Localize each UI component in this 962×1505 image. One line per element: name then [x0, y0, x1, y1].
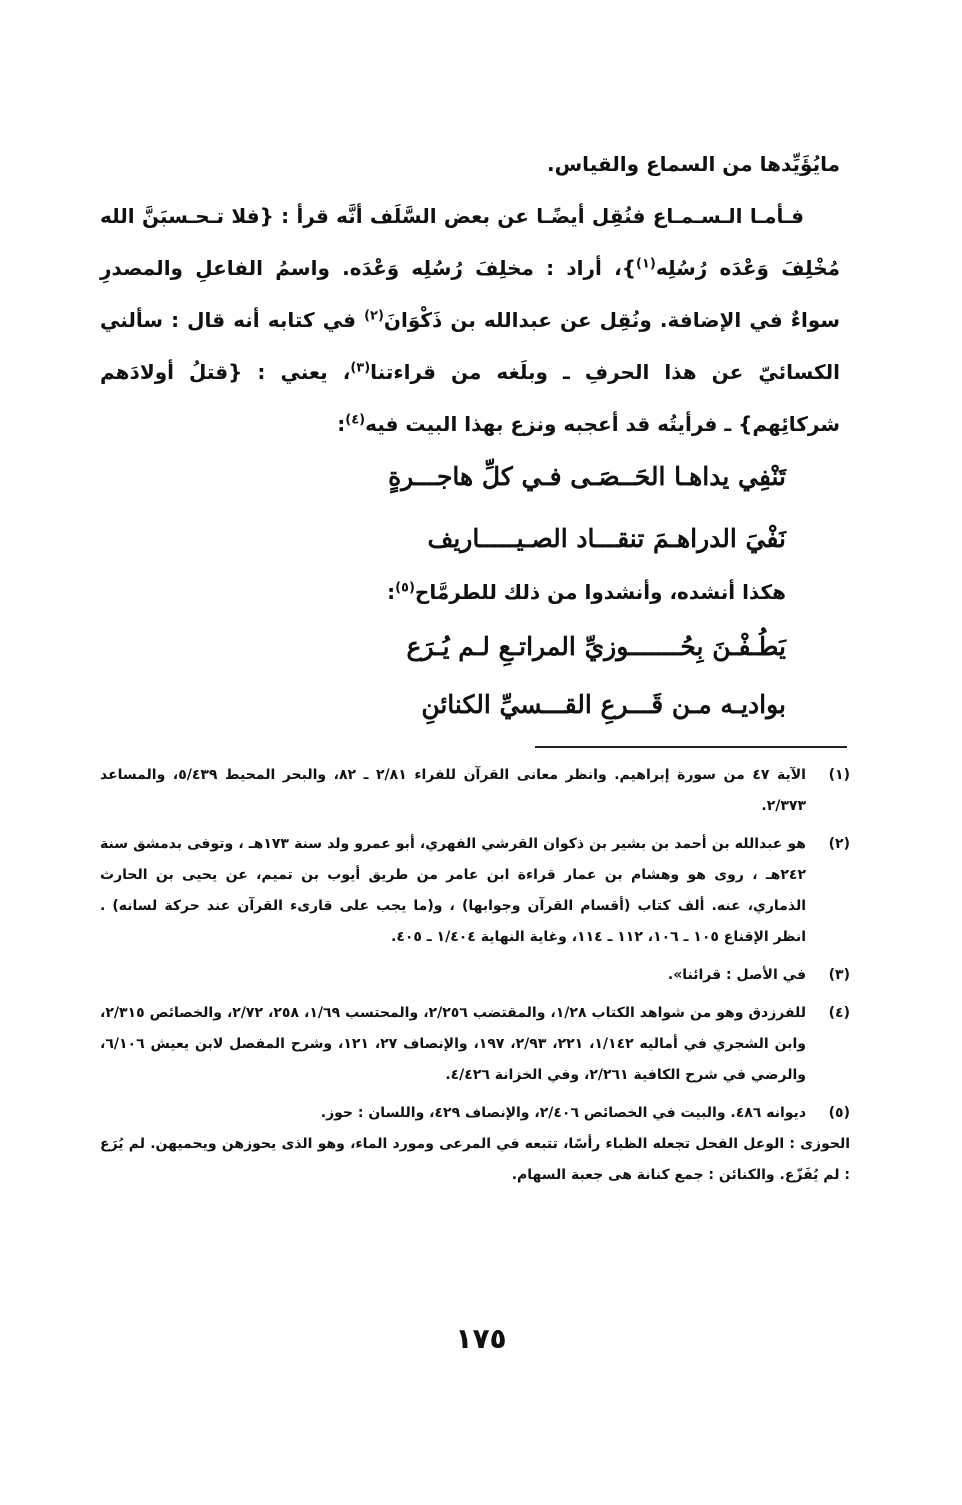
- footnotes: [100, 760, 850, 1191]
- footnote-2: [100, 829, 850, 953]
- footnote-3: [100, 960, 850, 991]
- footnote-ref[interactable]: (٣): [350, 360, 371, 376]
- footnote-text: في الأصل : قرائنا».: [667, 967, 806, 983]
- footnote-1: [100, 760, 850, 822]
- prose-text-segment: :: [337, 412, 346, 436]
- verse-intro-colon: :: [387, 580, 396, 604]
- prose-text-segment: في الإضافة. ونُقِل عن عبدالله بن ذَكْوَانَ: [383, 308, 783, 332]
- footnote-4: [100, 998, 850, 1091]
- verse-intro-text: هكذا أنشده، وأنشدوا من ذلك للطرمَّاح: [414, 580, 786, 604]
- footnote-number: (٤): [828, 1005, 850, 1021]
- footnote-5-continuation: الحوزى : الوعل الفحل تجعله الظباء رأسًا، تتبعه في المرعى ومورد الماء، وهو الذى يحوزهن ويحميهن. لم يُرَع : لم يُفَزّع. والكنائن : جمع كنانة هى جعبة السهام.: [100, 1136, 850, 1183]
- verse-2-hemistich-2: بواديـه مـن قَـــرعِ القـــسيِّ الكنائنِ: [421, 690, 786, 719]
- footnote-ref[interactable]: (١): [635, 256, 656, 272]
- verse-1-hemistich-2: نَفْيَ الدراهـمَ تنقـــاد الصـيـــــاريف: [427, 524, 786, 553]
- footnote-number: (١): [828, 767, 850, 783]
- footnote-text: هو عبدالله بن أحمد بن بشير بن ذكوان القرشي الفهري، أبو عمرو ولد سنة ١٧٣هـ ، وتوفى بدمشق سنة ٢٤٢هـ ، روى هو وهشام بن عمار قراءة ابن عامر من طريق أيوب بن تميم، عن يحيى بن الحارث الذماري، عنه. ألف كتاب (أقسام القرآن وجوابها) ، و(ما يجب على قارىء القرآن عند حركة لسانه) . انظر الإقناع ١٠٥ ـ ١٠٦، ١١٢ ـ ١١٤، وغاية النهاية ١/٤٠٤ ـ ٤٠٥.: [100, 836, 806, 945]
- prose-text-segment: مُخْلِفَ وَعْدَه رُسُلِه: [655, 256, 841, 280]
- prose-text-segment: ، يعني : {قتلُ أولادَهم شركائِهم} ـ فرأيتُه: [100, 360, 840, 436]
- prose-line-1: [100, 138, 840, 190]
- verse-intro-line: [387, 580, 786, 604]
- prose-text-segment: }، أراد : مخلِفَ رُسُلِه وَعْدَه. واسمُ الفاعلِ والمصدرِ سواءٌ: [100, 256, 841, 332]
- page-number: ١٧٥: [455, 1322, 507, 1355]
- footnote-ref[interactable]: (٢): [364, 308, 384, 324]
- footnote-separator: [535, 746, 847, 748]
- prose-text-segment: عن هذا الحرفِ ـ وبلَغه من قراءتنا: [370, 360, 744, 384]
- verse-2-hemistich-1: يَطُـفْـنَ بِحُـــــــوزيِّ المراتـعِ لـم يُـرَع: [406, 632, 786, 661]
- footnote-number: (٣): [828, 967, 850, 983]
- prose-paragraph-2: [100, 190, 840, 450]
- footnote-text: للفرزدق وهو من شواهد الكتاب ١/٢٨، والمقتضب ٢/٢٥٦، والمحتسب ١/٦٩، ٢٥٨، ٢/٧٢، والخصائص ٢/٣١٥، وابن الشجري في أماليه ١/١٤٢، ٢٢١، ٢/٩٣، ١٩٧، والإنصاف ٢٧، ١٢١، وشرح المفصل لابن يعيش ٦/١٠٦، والرضي في شرح الكافية ٢/٢٦١، وفي الخزانة ٤/٤٢٦.: [100, 1005, 807, 1083]
- footnote-5: [100, 1098, 850, 1129]
- footnote-ref[interactable]: (٤): [345, 412, 366, 428]
- prose-text-segment: فـأمـا الـسـمـاع فنُقِل أيضًـا عن بعض السَّلَف أنَّه قرأ : {فلا تـحـسبَنَّ الله: [100, 204, 804, 228]
- footnote-text: الآية ٤٧ من سورة إبراهيم. وانظر معانى القرآن للفراء ٢/٨١ ـ ٨٢، والبحر المحيط ٥/٤٣٩، والمساعد ٢/٣٧٣.: [100, 767, 806, 814]
- footnote-number: (٢): [828, 836, 850, 852]
- footnote-text: ديوانه ٤٨٦. والبيت في الخصائص ٢/٤٠٦، والإنصاف ٤٢٩، واللسان : حوز.: [320, 1105, 806, 1121]
- prose-text-segment: قد أعجبه ونزع بهذا البيت فيه: [365, 412, 651, 436]
- footnote-ref[interactable]: (٥): [395, 580, 415, 596]
- prose-text-segment: في كتابه أنه قال : سألني الكسائيّ: [100, 308, 840, 384]
- verse-1-hemistich-1: تَنْفِي يداهـا الحَــصَـى فـي كلِّ هاجـــرةٍ: [388, 462, 786, 491]
- main-prose: [100, 138, 840, 450]
- footnote-number: (٥): [828, 1105, 850, 1121]
- prose-line-1-text: مايُؤَيِّدها من السماع والقياس.: [546, 152, 840, 176]
